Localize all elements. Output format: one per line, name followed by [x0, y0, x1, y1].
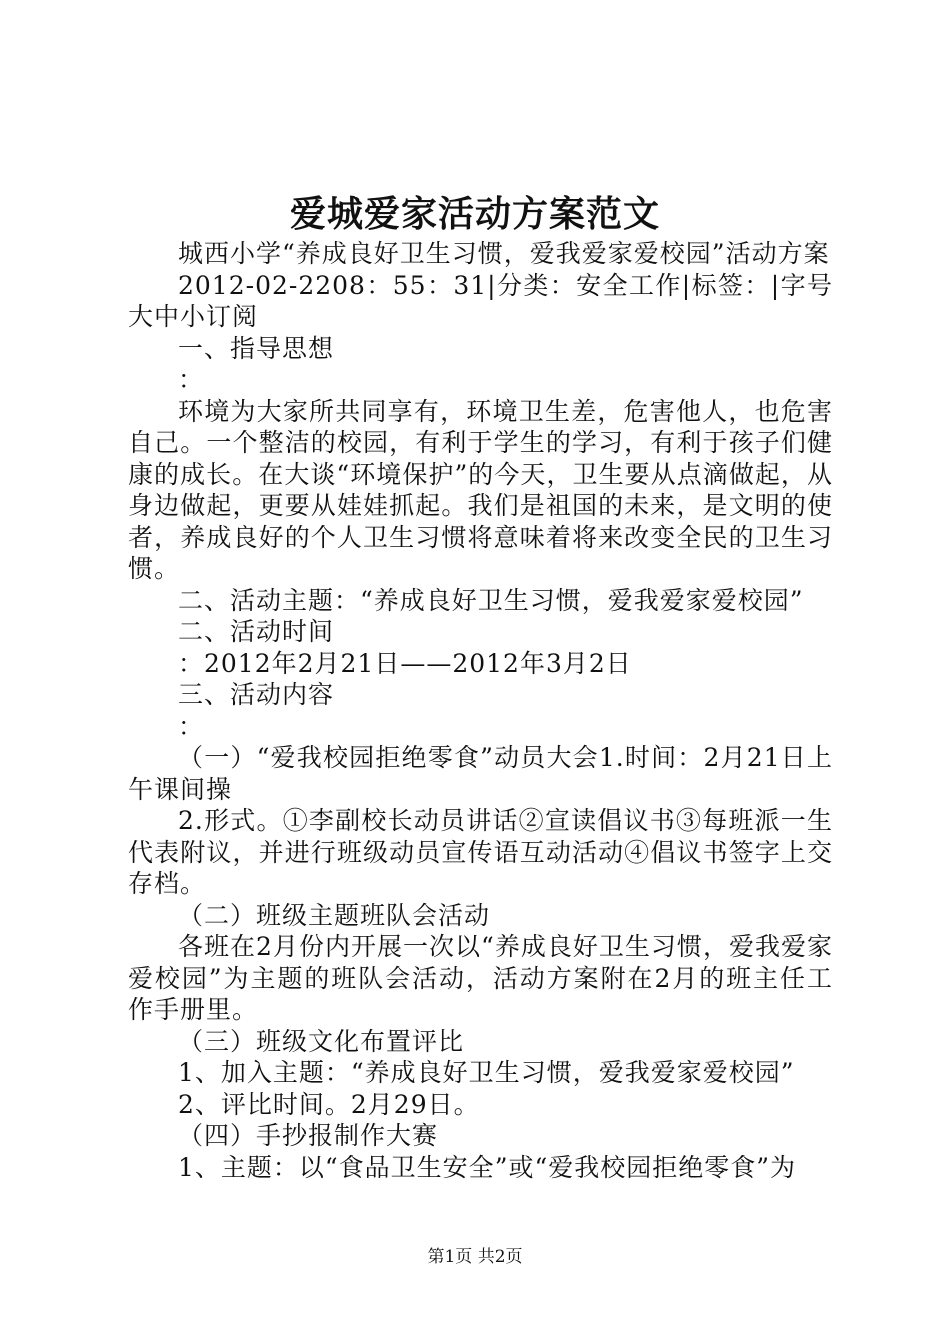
paragraph-item-2: （二）班级主题班队会活动: [178, 900, 491, 930]
paragraph-meta: 2012-02-2208：55：31|分类：安全工作|标签：|字号大中小订阅: [128, 270, 833, 331]
paragraph-section-time: 二、活动时间: [178, 617, 335, 646]
paragraph-section-guiding: 一、指导思想: [178, 333, 335, 363]
paragraph-theme: 二、活动主题：“养成良好卫生习惯，爱我爱家爱校园”: [178, 585, 804, 615]
document-body: [128, 238, 833, 1183]
paragraph-item-4: （四）手抄报制作大赛: [178, 1121, 439, 1150]
paragraph-heading-intro: 城西小学“养成良好卫生习惯，爱我爱家爱校园”活动方案: [178, 239, 830, 268]
paragraph-item-3-topic: 1、加入主题：“养成良好卫生习惯，爱我爱家爱校园”: [178, 1058, 795, 1087]
paragraph-item-1-form: 2.形式。①李副校长动员讲话②宣读倡议书③每班派一生代表附议，并进行班级动员宣传语互动活动④倡议书签字上交存档。: [128, 806, 833, 898]
paragraph-section-content: 三、活动内容: [178, 680, 335, 709]
paragraph-item-4-topic: 1、主题：以“食品卫生安全”或“爱我校园拒绝零食”为: [178, 1152, 797, 1182]
paragraph-environment: 环境为大家所共同享有，环境卫生差，危害他人，也危害自己。一个整洁的校园，有利于学生的学习，有利于孩子们健康的成长。在大谈“环境保护”的今天，卫生要从点滴做起，从身边做起，更要从娃娃抓起。我们是祖国的未来，是文明的使者，养成良好的个人卫生习惯将意味着将来改变全民的卫生习惯。: [128, 396, 833, 583]
paragraph-colon: ：: [178, 365, 205, 394]
document-title: 爱城爱家活动方案范文: [289, 194, 660, 235]
paragraph-item-3: （三）班级文化布置评比: [178, 1026, 465, 1056]
paragraph-time-range: ：2012年2月21日——2012年3月2日: [178, 648, 632, 678]
paragraph-colon-2: ：: [178, 711, 205, 741]
paragraph-item-1: （一）“爱我校园拒绝零食”动员大会1.时间：2月21日上午课间操: [128, 743, 833, 804]
paragraph-item-3-date: 2、评比时间。2月29日。: [178, 1089, 480, 1119]
paragraph-item-2-desc: 各班在2月份内开展一次以“养成良好卫生习惯，爱我爱家爱校园”为主题的班队会活动，活动方案附在2月的班主任工作手册里。: [128, 932, 833, 1024]
page-footer: 第1页 共2页: [427, 1247, 523, 1267]
